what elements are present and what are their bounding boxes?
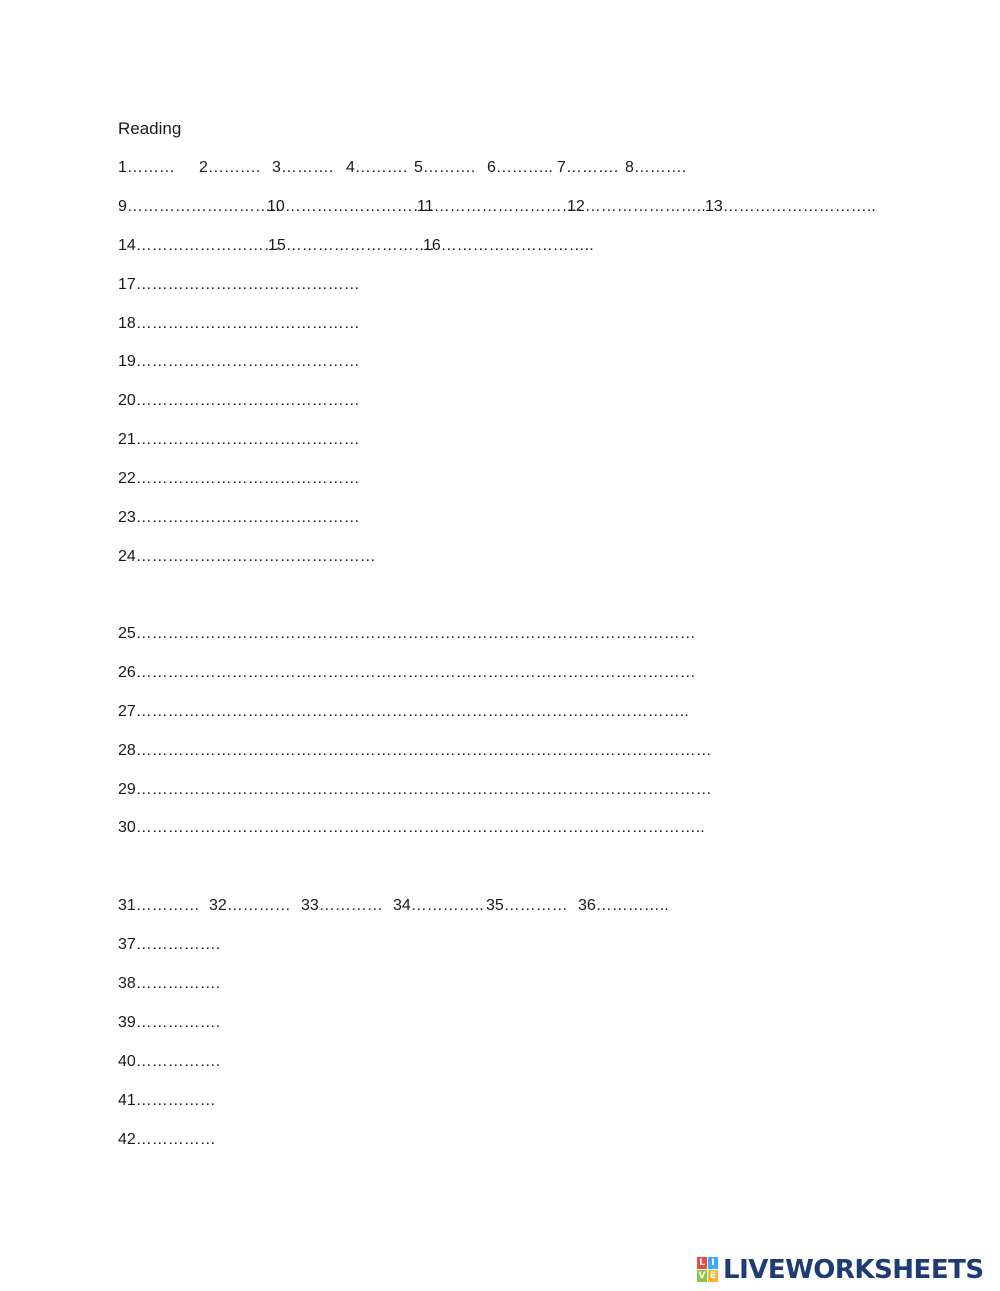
- answer-blank-3[interactable]: 3……….: [272, 159, 334, 176]
- logo-mark-icon: [697, 1257, 719, 1283]
- answer-blank-4[interactable]: 4……….: [346, 159, 408, 176]
- logo-letter-v: V: [698, 1271, 706, 1281]
- answer-blank-6[interactable]: 6………..: [487, 159, 553, 176]
- answer-blank-29[interactable]: 29………………………………………………………………………………………………: [118, 781, 712, 798]
- logo-letter-i: I: [708, 1257, 718, 1269]
- answer-blank-18[interactable]: 18……………………………………: [118, 315, 360, 332]
- answer-blank-9[interactable]: 9………………………..: [118, 198, 280, 215]
- answer-blank-24[interactable]: 24………………………………………: [118, 548, 376, 565]
- answer-blank-26[interactable]: 26……………………………………………………………………………………………: [118, 664, 696, 681]
- answer-blank-8[interactable]: 8……….: [625, 159, 687, 176]
- brand-name: LIVEWORKSHEETS: [723, 1255, 984, 1285]
- answer-blank-21[interactable]: 21……………………………………: [118, 431, 360, 448]
- answer-blank-25[interactable]: 25……………………………………………………………………………………………: [118, 625, 696, 642]
- answer-blank-38[interactable]: 38…………….: [118, 975, 221, 992]
- answer-blank-30[interactable]: 30……………………………………………………………………………………………..: [118, 819, 705, 836]
- logo-letter-e: E: [709, 1271, 717, 1281]
- answer-blank-12[interactable]: 12…………………..: [567, 198, 706, 215]
- answer-blank-32[interactable]: 32…………: [209, 897, 291, 914]
- answer-blank-36[interactable]: 36…………..: [578, 897, 669, 914]
- answer-blank-28[interactable]: 28………………………………………………………………………………………………: [118, 742, 712, 759]
- answer-blank-13[interactable]: 13………………………..: [705, 198, 876, 215]
- answer-blank-16[interactable]: 16………………………..: [423, 237, 594, 254]
- answer-blank-7[interactable]: 7……….: [557, 159, 619, 176]
- answer-blank-20[interactable]: 20……………………………………: [118, 392, 360, 409]
- liveworksheets-logo: [697, 1255, 984, 1285]
- answer-blank-23[interactable]: 23……………………………………: [118, 509, 360, 526]
- answer-blank-35[interactable]: 35…………: [486, 897, 568, 914]
- answer-blank-37[interactable]: 37…………….: [118, 936, 221, 953]
- answer-blank-34[interactable]: 34…………..: [393, 897, 484, 914]
- answer-blank-27[interactable]: 27…………………………………………………………………………………………..: [118, 703, 689, 720]
- answer-blank-41[interactable]: 41……………: [118, 1092, 216, 1109]
- answer-blank-40[interactable]: 40…………….: [118, 1053, 221, 1070]
- answer-blank-19[interactable]: 19……………………………………: [118, 353, 360, 370]
- answer-blank-39[interactable]: 39…………….: [118, 1014, 221, 1031]
- answer-blank-1[interactable]: 1………: [118, 159, 175, 176]
- answer-blank-31[interactable]: 31…………: [118, 897, 200, 914]
- answer-blank-15[interactable]: 15……………………….: [268, 237, 435, 254]
- answer-blank-22[interactable]: 22……………………………………: [118, 470, 360, 487]
- answer-blank-10[interactable]: 10……………………….: [267, 198, 434, 215]
- page-title: Reading: [118, 119, 182, 138]
- answer-blank-14[interactable]: 14………………………: [118, 237, 280, 254]
- answer-blank-42[interactable]: 42……………: [118, 1131, 216, 1148]
- answer-blank-33[interactable]: 33…………: [301, 897, 383, 914]
- logo-letter-l: L: [697, 1257, 707, 1269]
- answer-blank-2[interactable]: 2……….: [199, 159, 261, 176]
- answer-blank-11[interactable]: 11……………………….: [417, 198, 583, 215]
- answer-blank-17[interactable]: 17……………………………………: [118, 276, 360, 293]
- answer-blank-5[interactable]: 5……….: [414, 159, 476, 176]
